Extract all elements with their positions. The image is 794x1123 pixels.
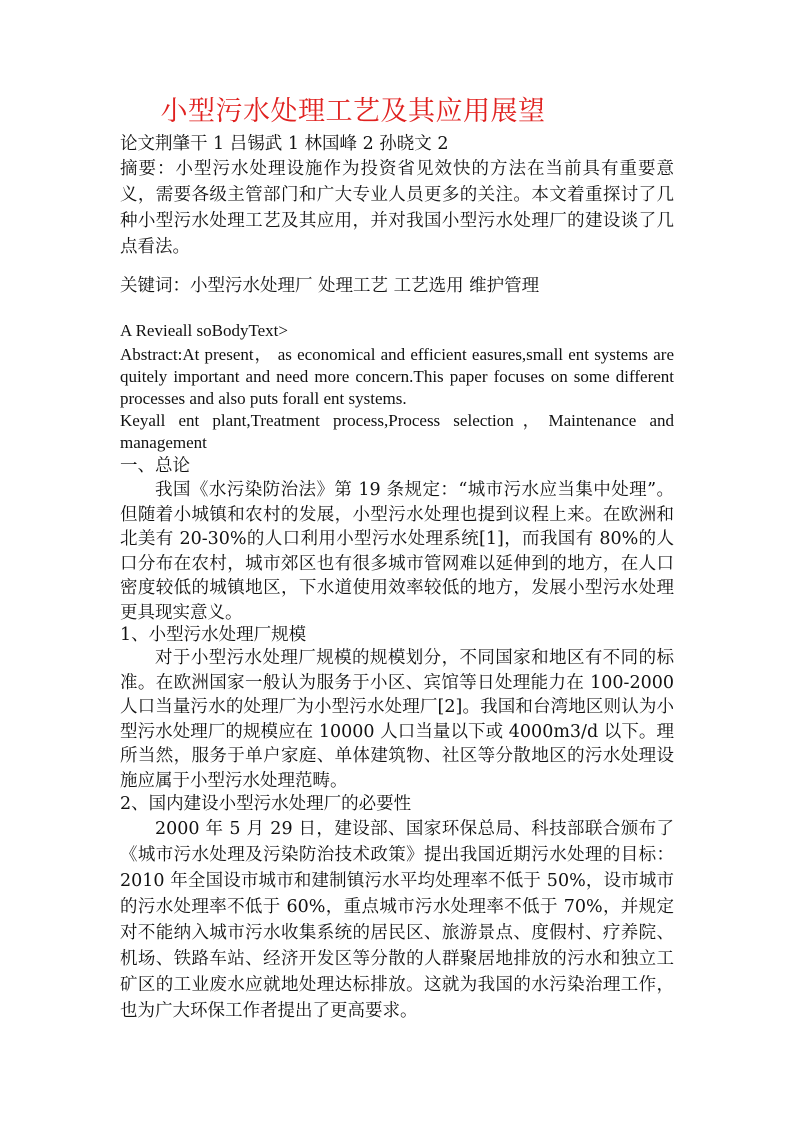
abstract-chinese: 摘要：小型污水处理设施作为投资省见效快的方法在当前具有重要意义，需要各级主管部门和广大专业人员更多的关注。本文着重探讨了几种小型污水处理工艺及其应用，并对我国小型污水处理厂的建设谈了几点看法。 [120,159,674,257]
section-heading-necessity: 2、国内建设小型污水处理厂的必要性 [120,794,412,814]
section-heading-overview: 一、总论 [120,456,190,476]
section-heading-scale: 1、小型污水处理厂规模 [120,625,307,645]
section-paragraph-scale: 对于小型污水处理厂规模的规模划分，不同国家和地区有不同的标准。在欧洲国家一般认为服务于小区、宾馆等日处理能力在 100-2000 人口当量污水的处理厂为小型污水处理厂[2]。我国和台湾地区则认为小型污水处理厂的规模应在 10000 人口当量以下或 4000m3/d 以下。理所当然，服务于单户家庭、单体建筑物、社区等分散地区的污水处理设施应属于小型污水处理范畴。 [120,648,674,791]
document-title: 小型污水处理工艺及其应用展望 [160,96,546,127]
keywords-english: Keyall ent plant,Treatment process,Process selection，Maintenance and management [120,411,674,452]
english-heading: A Revieall soBodyText> [120,321,288,340]
section-paragraph-necessity: 2000 年 5 月 29 日，建设部、国家环保总局、科技部联合颁布了《城市污水处理及污染防治技术政策》提出我国近期污水处理的目标：2010 年全国设市城市和建制镇污水平均处理率不低于 50%，设市城市的污水处理率不低于 60%，重点城市污水处理率不低于 70%，并规定对不能纳入城市污水收集系统的居民区、旅游景点、度假村、疗养院、机场、铁路车站、经济开发区等分散的人群聚居地排放的污水和独立工矿区的工业废水应就地处理达标排放。这就为我国的水污染治理工作，也为广大环保工作者提出了更高要求。 [120,819,674,1021]
keywords-chinese: 关键词：小型污水处理厂 处理工艺 工艺选用 维护管理 [120,276,540,296]
section-paragraph-overview: 我国《水污染防治法》第 19 条规定：“城市污水应当集中处理”。但随着小城镇和农村的发展，小型污水处理也提到议程上来。在欧洲和北美有 20-30%的人口利用小型污水处理系统[1]，而我国有 80%的人口分布在农村，城市郊区也有很多城市管网难以延伸到的地方，在人口密度较低的城镇地区，下水道使用效率较低的地方，发展小型污水处理更具现实意义。 [120,480,674,623]
abstract-english: Abstract:At present， as economical and efficient easures,small ent systems are quitely important and need more concern.This paper focuses on some different processes and also puts forall ent systems. [120,345,674,408]
author-line: 论文荆肇干 1 吕锡武 1 林国峰 2 孙晓文 2 [120,134,449,154]
